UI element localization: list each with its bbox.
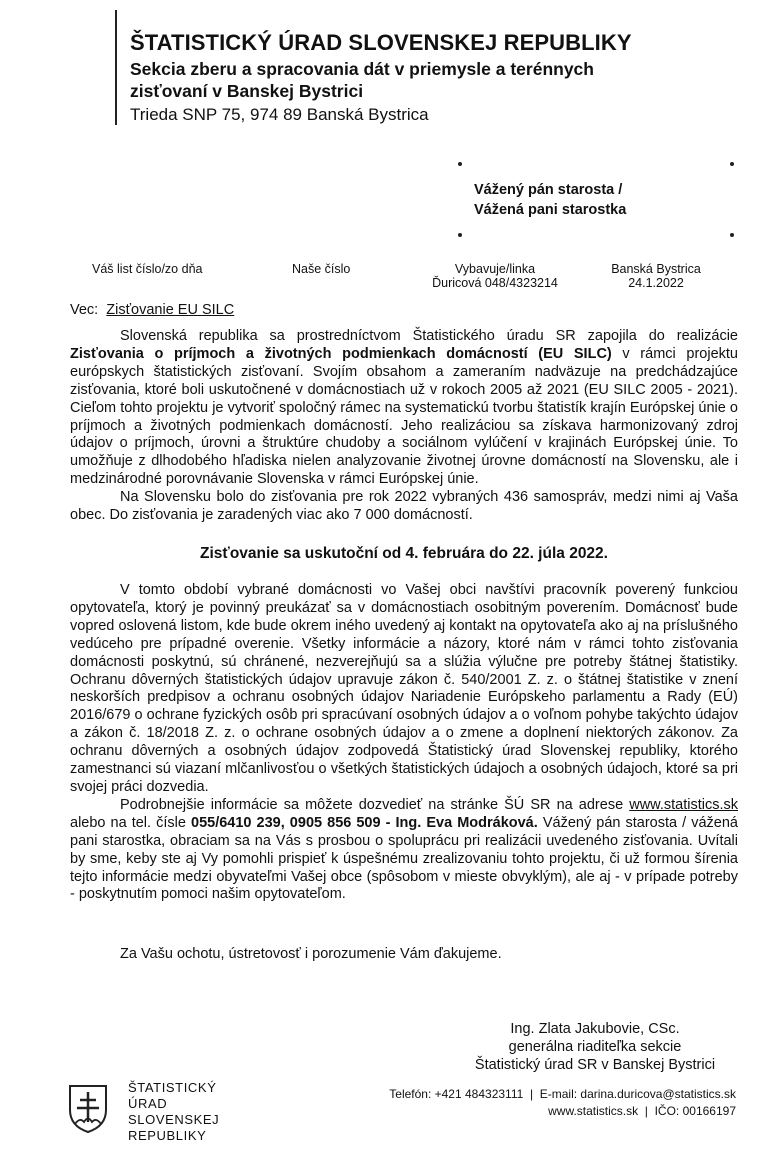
paragraph-4-text: Podrobnejšie informácie sa môžete dozvedieť na stránke ŠÚ SR na adrese <box>120 796 630 813</box>
org-section-line2: zisťovaní v Banskej Bystrici <box>130 81 364 101</box>
paragraph-3: V tomto období vybrané domácnosti vo Vašej obci navštívi pracovník poverený funkciou opytovateľa, ktorý je povinný preukázať sa v domácnostiach osobitným poverením. Domácnosť bude vopred oslovená listom, kde bude okrem iného uvedený aj kontakt na opytovateľa ako aj na príslušného vedúceho pre prípadné overenie. Všetky informácie a názory, ktoré nám v rámci tohto zisťovania domácnosti poskytnú, sú chránené, nezverejňujú sa a slúžia výlučne pre potreby štátnej štatistiky. Ochranu dôverných štatistických údajov upravuje zákon č. 540/2001 Z. z. o štátnej štatistike v znení neskorších predpisov a ochranu osobných údajov Nariadenie Európskeho parlamentu a Rady (EÚ) 2016/679 o ochrane fyzických osôb pri spracúvaní osobných údajov a o voľnom pohybe takýchto údajov a zákon č. 18/2018 Z. z. o ochrane osobných údajov a o zmene a doplnení niektorých zákonov. Za ochranu dôverných a osobných údajov zodpovedá Štatistický úrad Slovenskej republiky, ktorého zamestnanci sú viazaní mlčanlivosťou o všetkých štatistických údajoch a osobných údajoch, ktoré sa pri svojej práci dozvedia. <box>70 582 738 795</box>
body-intro <box>70 328 738 525</box>
signature-name: Ing. Zlata Jakubovie, CSc. <box>510 1021 680 1037</box>
ref-handled-by-label: Vybavuje/linka <box>454 262 536 276</box>
addressee-line1: Vážený pán starosta / <box>474 182 623 198</box>
survey-period-heading: Zisťovanie sa uskutoční od 4. februára do 22. júla 2022. <box>200 545 608 562</box>
subject-line <box>70 302 234 318</box>
body-closing <box>70 946 738 964</box>
org-address: Trieda SNP 75, 974 89 Banská Bystrica <box>130 105 429 124</box>
paragraph-1-bold: Zisťovania o príjmoch a životných podmienkach domácností (EU SILC) <box>70 345 612 362</box>
signature-office: Štatistický úrad SR v Banskej Bystrici <box>474 1057 716 1073</box>
footer-email[interactable]: E-mail: darina.duricova@statistics.sk <box>539 1087 736 1101</box>
paragraph-5: Za Vašu ochotu, ústretovosť i porozumenie Vám ďakujeme. <box>120 946 502 962</box>
footer-contacts <box>389 1086 736 1120</box>
paragraph-4-text-end: Vážený pán starosta / vážená pani starostka, obraciam sa na Vás s prosbou o spoluprácu pri realizácii uvedeného zisťovania. Uvítali by sme, keby ste aj Vy pomohli prispieť k úspešnému zrealizovaniu tohto projektu, či už formou šírenia tejto informácie medzi obyvateľmi Vašej obce (spôsobom v mieste obvyklým), ale aj - v prípade potreby - poskytnutím pomoci našim opytovateľom. <box>70 814 738 903</box>
paragraph-1 <box>70 328 738 489</box>
ref-date: 24.1.2022 <box>628 276 684 290</box>
logo-line4: REPUBLIKY <box>128 1128 207 1143</box>
paragraph-4-contact: 055/6410 239, 0905 856 509 - Ing. Eva Modráková. <box>191 814 538 831</box>
ref-place: Banská Bystrica <box>611 262 701 276</box>
footer-ico: IČO: 00166197 <box>654 1104 736 1118</box>
subject-text: Zisťovanie EU SILC <box>106 302 235 318</box>
address-window-mark <box>458 233 462 237</box>
signature-block <box>460 1020 730 1074</box>
signature-role: generálna riaditeľka sekcie <box>508 1039 682 1055</box>
footer-separator: | <box>644 1104 648 1118</box>
paragraph-4-text-cont: alebo na tel. čísle <box>70 814 191 831</box>
header-divider <box>115 10 117 125</box>
statistics-link[interactable]: www.statistics.sk <box>629 796 738 813</box>
footer-line2 <box>389 1103 736 1120</box>
ref-your-letter: Váš list číslo/zo dňa <box>92 262 203 276</box>
addressee-block <box>474 180 626 220</box>
paragraph-2: Na Slovensku bolo do zisťovania pre rok 2022 vybraných 436 samospráv, medzi nimi aj Vaša obec. Do zisťovania je zaradených viac ako 7 000 domácností. <box>70 489 738 524</box>
address-window-mark <box>458 162 462 166</box>
address-window-mark <box>730 162 734 166</box>
addressee-line2: Vážená pani starostka <box>474 202 627 218</box>
footer-separator: | <box>529 1087 534 1101</box>
coat-of-arms-icon <box>66 1082 110 1134</box>
ref-our-number: Naše číslo <box>292 262 351 276</box>
logo-wordmark <box>128 1080 219 1144</box>
logo-line3: SLOVENSKEJ <box>128 1112 220 1127</box>
footer-web[interactable]: www.statistics.sk <box>548 1104 639 1118</box>
body-main <box>70 582 738 904</box>
logo-line2: ÚRAD <box>128 1096 168 1111</box>
ref-handled-by-value: Ďuricová 048/4323214 <box>432 276 558 290</box>
org-section-line1: Sekcia zberu a spracovania dát v priemysle a terénnych <box>130 59 594 79</box>
logo-line1: ŠTATISTICKÝ <box>128 1080 217 1095</box>
paragraph-1-text-cont: v rámci projektu európskych štatistických zisťovaní. Svojím obsahom a zameraním nadväzuje na predchádzajúce zisťovania, ktoré boli uskutočnené v domácnostiach už v rokoch 2005 až 2021 (EU SILC 2005 - 2021). Cieľom tohto projektu je vytvoriť spoločný rámec na systematickú tvorbu štatistík krajín Európskej únie o príjmoch a životných podmienkach domácností. Jeho realizáciou sa získava harmonizovaný zdroj údajov o príjmoch, úrovni a štruktúre chudoby a sociálnom vylúčení v krajinách Európskej únie. To umožňuje z dlhodobého hľadiska nielen analyzovanie životnej úrovne domácností na Slovensku, ale i medzinárodné porovnávanie Slovenska v rámci Európskej únie. <box>70 345 738 488</box>
footer-line1 <box>389 1086 736 1103</box>
ref-handled-by <box>420 262 570 290</box>
org-section <box>130 58 730 102</box>
ref-place-date <box>596 262 716 290</box>
footer-phone: Telefón: +421 484323111 <box>389 1087 524 1101</box>
address-window-mark <box>730 233 734 237</box>
org-title: ŠTATISTICKÝ ÚRAD SLOVENSKEJ REPUBLIKY <box>130 30 632 55</box>
paragraph-1-text: Slovenská republika sa prostredníctvom Štatistického úradu SR zapojila do realizácie <box>120 328 738 344</box>
subject-label: Vec: <box>70 302 99 318</box>
paragraph-4 <box>70 797 738 904</box>
